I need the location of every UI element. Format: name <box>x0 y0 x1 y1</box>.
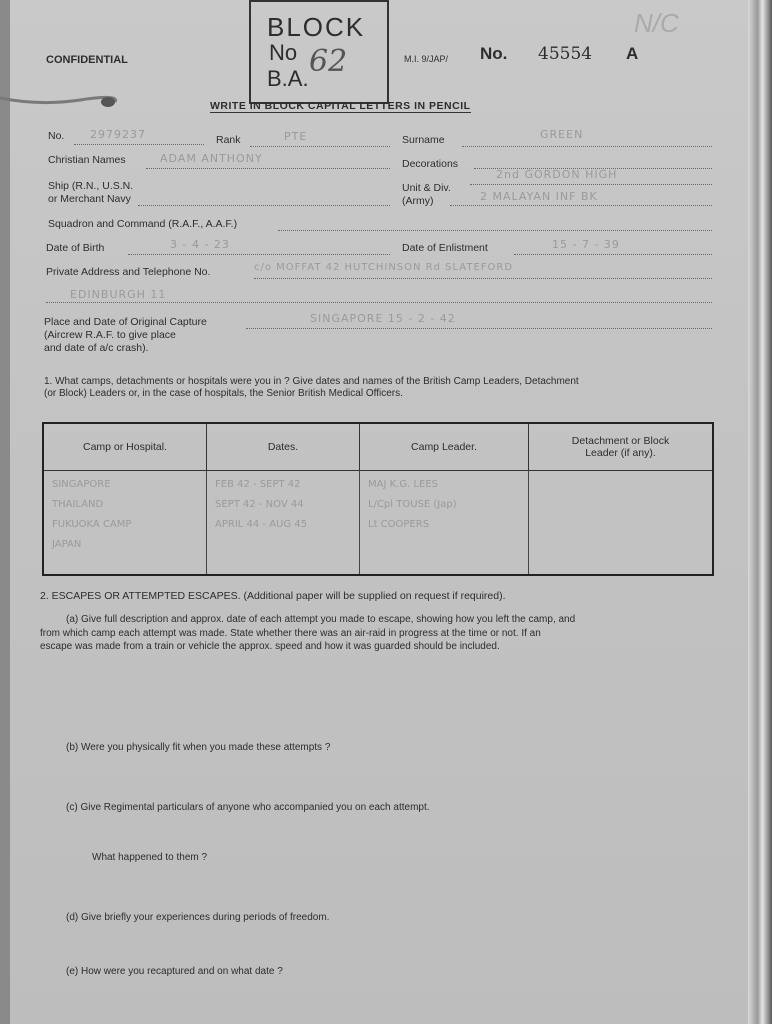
no-value: 2979237 <box>90 128 146 141</box>
q2-a-1: (a) Give full description and approx. date of each attempt you made to escape, showing how you left the camp, and <box>66 614 576 625</box>
page-edge <box>748 0 772 1024</box>
col-camp: Camp or Hospital. <box>43 423 207 471</box>
stamp-line3: B.A. <box>267 66 309 91</box>
string-tie <box>0 84 130 114</box>
number-label: No. <box>480 44 508 63</box>
q2-a-3: escape was made from a train or vehicle the approx. speed and how it was guarded should be included. <box>40 641 500 652</box>
q2-a-2: from which camp each attempt was made. State whether there was an air-raid in progress at the time or not. If an <box>40 628 541 639</box>
q2-b: (b) Were you physically fit when you made these attempts ? <box>66 742 331 753</box>
q2-heading: 2. ESCAPES OR ATTEMPTED ESCAPES. (Additional paper will be supplied on request if required). <box>40 590 506 602</box>
stamp-number: 62 <box>309 44 348 79</box>
leader-entry: MAJ K.G. LEES <box>368 479 438 490</box>
unit-line-1 <box>470 184 712 185</box>
christian-label: Christian Names <box>48 154 126 166</box>
unit-line-2 <box>450 205 712 206</box>
capture-label-2: (Aircrew R.A.F. to give place <box>44 329 176 341</box>
capture-label-1: Place and Date of Original Capture <box>44 316 207 328</box>
block-stamp <box>249 0 389 104</box>
address-line-2 <box>46 302 712 303</box>
dob-value: 3 - 4 - 23 <box>170 238 230 251</box>
table-row <box>43 471 713 576</box>
dates-entry: FEB 42 - SEPT 42 <box>215 479 301 490</box>
ship-line <box>138 205 390 206</box>
rank-label: Rank <box>216 134 241 146</box>
leader-entry: Lt COOPERS <box>368 519 430 530</box>
enlist-line <box>514 254 712 255</box>
stamp-line1: BLOCK <box>267 12 366 42</box>
detachment-cell <box>529 471 714 576</box>
q2-e: (e) How were you recaptured and on what date ? <box>66 966 283 977</box>
capture-line <box>246 328 712 329</box>
leader-cell <box>360 471 529 576</box>
camp-entry: THAILAND <box>52 499 104 510</box>
binding-strip <box>0 0 10 1024</box>
camp-entry: JAPAN <box>52 539 82 550</box>
dob-line <box>128 254 390 255</box>
squadron-line <box>278 230 712 231</box>
address-value-2: EDINBURGH 11 <box>70 288 167 301</box>
enlist-label: Date of Enlistment <box>402 242 488 254</box>
unit-value-2: 2 MALAYAN INF BK <box>480 190 598 203</box>
enlist-value: 15 - 7 - 39 <box>552 238 620 251</box>
number-suffix: A <box>626 44 639 63</box>
q1-text-2: (or Block) Leaders or, in the case of hospitals, the Senior British Medical Officers. <box>44 388 403 399</box>
col-leader: Camp Leader. <box>360 423 529 471</box>
dates-cell <box>207 471 360 576</box>
unit-label-2: (Army) <box>402 195 434 207</box>
q2-d: (d) Give briefly your experiences during periods of freedom. <box>66 912 330 923</box>
leader-entry: L/Cpl TOUSE (Jap) <box>368 499 457 510</box>
camp-cell <box>43 471 207 576</box>
number-value: 45554 <box>538 44 593 64</box>
pow-questionnaire-page <box>10 0 748 1024</box>
surname-line <box>462 146 712 147</box>
stamp-line2: No <box>269 40 298 65</box>
dates-entry: APRIL 44 - AUG 45 <box>215 519 308 530</box>
corner-note: N/C <box>634 8 679 38</box>
address-label: Private Address and Telephone No. <box>46 266 211 278</box>
q2-c2: What happened to them ? <box>92 852 208 863</box>
camps-table <box>42 422 714 576</box>
rank-value: PTE <box>284 130 308 143</box>
col-detachment: Detachment or Block Leader (if any). <box>529 423 714 471</box>
q2-c: (c) Give Regimental particulars of anyone who accompanied you on each attempt. <box>66 802 430 813</box>
no-label: No. <box>48 130 65 142</box>
camps-table-header <box>43 423 713 471</box>
christian-value: ADAM ANTHONY <box>160 152 263 165</box>
no-line <box>74 144 204 145</box>
unit-label-1: Unit & Div. <box>402 182 451 194</box>
form-ref: M.I. 9/JAP/ <box>404 54 449 64</box>
decorations-label: Decorations <box>402 158 459 170</box>
camp-entry: FUKUOKA CAMP <box>52 519 132 530</box>
surname-value: GREEN <box>540 128 584 141</box>
instruction-heading: WRITE IN BLOCK CAPITAL LETTERS IN PENCIL <box>210 100 471 112</box>
christian-line <box>146 168 390 169</box>
rank-line <box>250 146 390 147</box>
col-dates: Dates. <box>207 423 360 471</box>
capture-label-3: and date of a/c crash). <box>44 342 149 354</box>
unit-value-1: 2nd GORDON HIGH <box>496 168 618 181</box>
capture-value: SINGAPORE 15 - 2 - 42 <box>310 312 456 325</box>
surname-label: Surname <box>402 134 445 146</box>
address-line-1 <box>254 278 712 279</box>
ship-label-2: or Merchant Navy <box>48 193 131 205</box>
address-value-1: c/o MOFFAT 42 HUTCHINSON Rd SLATEFORD <box>254 262 514 273</box>
camp-entry: SINGAPORE <box>52 479 111 490</box>
ship-label-1: Ship (R.N., U.S.N. <box>48 180 134 192</box>
q1-text-1: 1. What camps, detachments or hospitals were you in ? Give dates and names of the British Camp Leaders, Detachment <box>44 376 579 387</box>
confidential-mark: CONFIDENTIAL <box>46 54 128 66</box>
squadron-label: Squadron and Command (R.A.F., A.A.F.) <box>48 218 238 230</box>
dob-label: Date of Birth <box>46 242 105 254</box>
dates-entry: SEPT 42 - NOV 44 <box>215 499 304 510</box>
